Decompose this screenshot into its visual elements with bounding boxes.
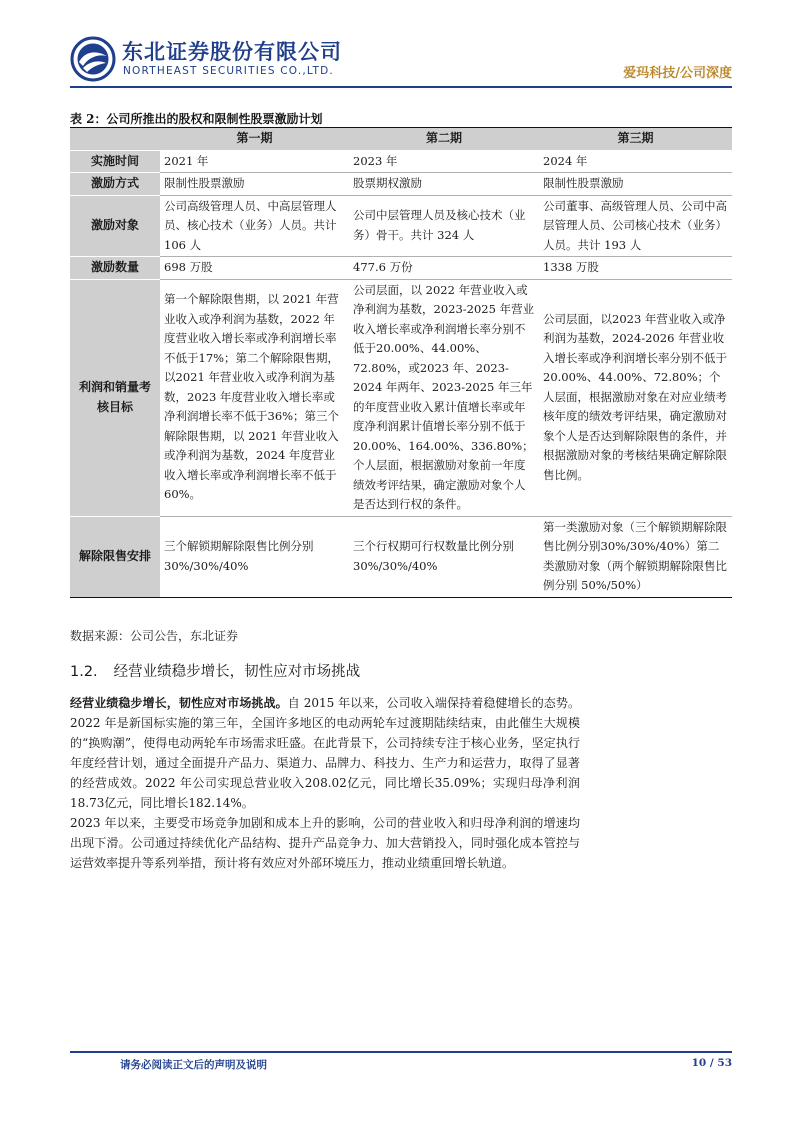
- page-header: [70, 34, 732, 84]
- northeast-securities-logo-icon: [70, 36, 116, 82]
- paragraph-lead: 经营业绩稳步增长，韧性应对市场挑战。: [70, 696, 288, 710]
- footer-disclaimer: 请务必阅读正文后的声明及说明: [120, 1059, 267, 1071]
- body-paragraphs: [70, 693, 580, 873]
- table-cell: 公司层面，以 2022 年营业收入或净利润为基数，2023-2025 年营业收入增长率或净利润增长率分别不低于20.00%、44.00%、72.80%，或2023 年、2023-2024 年两年、2023-2025 年三年的年度营业收入累计值增长率或年度净利润累计值增长率分别不低于 20.00%、164.00%、336.80%；个人层面，根据激励对象前一年度绩效考评结果，确定激励对象个人是否达到行权的条件。: [349, 279, 539, 516]
- table-header-phase-1: 第一期: [160, 128, 349, 151]
- row-label: 解除限售安排: [70, 516, 160, 597]
- table-cell: 第一类激励对象（三个解锁期解除限售比例分别30%/30%/40%）第二类激励对象（两个解锁期解除限售比例分别 50%/50%）: [539, 516, 732, 597]
- table-cell: 股票期权激励: [349, 173, 539, 196]
- footer-rule: [70, 1051, 732, 1053]
- table-cell: 2021 年: [160, 150, 349, 173]
- section-heading: [70, 660, 360, 681]
- table-cell: 公司董事、高级管理人员、公司中高层管理人员、公司核心技术（业务）人员。共计 193 人: [539, 195, 732, 257]
- table-header-phase-3: 第三期: [539, 128, 732, 151]
- table-header-corner: [70, 128, 160, 151]
- page-number: 10 / 53: [691, 1057, 732, 1069]
- row-label: 利润和销量考核目标: [70, 279, 160, 516]
- paragraph-1: 自 2015 年以来，公司收入端保持着稳健增长的态势。2022 年是新国标实施的第三年，全国许多地区的电动两轮车过渡期陆续结束，由此催生大规模的“换购潮”，使得电动两轮车市场需求旺盛。在此背景下，公司持续专注于核心业务，坚定执行年度经营计划，通过全面提升产品力、渠道力、品牌力、科技力、生产力和运营力，取得了显著的经营成效。2022 年公司实现总营业收入208.02亿元，同比增长35.09%；实现归母净利润18.73亿元，同比增长182.14%。: [70, 696, 580, 810]
- report-tag: 爱玛科技/公司深度: [623, 66, 732, 81]
- table-cell: 2024 年: [539, 150, 732, 173]
- row-label: 激励对象: [70, 195, 160, 257]
- table-header-phase-2: 第二期: [349, 128, 539, 151]
- table-cell: 477.6 万份: [349, 257, 539, 280]
- incentive-plan-table: [70, 127, 732, 598]
- table-cell: 限制性股票激励: [160, 173, 349, 196]
- table-cell: 限制性股票激励: [539, 173, 732, 196]
- row-label: 激励方式: [70, 173, 160, 196]
- row-label: 激励数量: [70, 257, 160, 280]
- table-cell: 公司中层管理人员及核心技术（业务）骨干。共计 324 人: [349, 195, 539, 257]
- table-row-implementation-time: [70, 150, 732, 173]
- table-row-incentive-quantity: [70, 257, 732, 280]
- header-rule: [70, 86, 732, 88]
- table-cell: 三个行权期可行权数量比例分别 30%/30%/40%: [349, 516, 539, 597]
- table-row-incentive-method: [70, 173, 732, 196]
- section-title: 经营业绩稳步增长，韧性应对市场挑战: [113, 664, 361, 680]
- table-cell: 2023 年: [349, 150, 539, 173]
- company-name-cn: 东北证券股份有限公司: [122, 40, 342, 64]
- table-row-performance-targets: [70, 279, 732, 516]
- table-cell: 公司高级管理人员、中高层管理人员、核心技术（业务）人员。共计 106 人: [160, 195, 349, 257]
- table-row-unlock-arrangement: [70, 516, 732, 597]
- table-caption: 表 2：公司所推出的股权和限制性股票激励计划: [70, 112, 323, 126]
- company-name-en: NORTHEAST SECURITIES CO.,LTD.: [123, 65, 334, 77]
- table-source: 数据来源：公司公告，东北证券: [70, 629, 239, 643]
- table-cell: 1338 万股: [539, 257, 732, 280]
- table-cell: 第一个解除限售期，以 2021 年营业收入或净利润为基数，2022 年度营业收入增长率或净利润增长率不低于17%；第二个解除限售期，以2021 年营业收入或净利润为基数，2023 年度营业收入增长率或净利润增长率不低于36%；第三个解除限售期，以 2021 年营业收入或净利润为基数，2024 年度营业收入增长率或净利润增长率不低于60%。: [160, 279, 349, 516]
- row-label: 实施时间: [70, 150, 160, 173]
- table-cell: 公司层面，以2023 年营业收入或净利润为基数，2024-2026 年营业收入增长率或净利润增长率分别不低于20.00%、44.00%、72.80%；个人层面，根据激励对象在对应业绩考核年度的绩效考评结果，确定激励对象个人是否达到解除限售的条件，并根据激励对象的考核结果确定解除限售比例。: [539, 279, 732, 516]
- table-row-incentive-targets: [70, 195, 732, 257]
- paragraph-2: 2023 年以来，主要受市场竞争加剧和成本上升的影响，公司的营业收入和归母净利润的增速均出现下滑。公司通过持续优化产品结构、提升产品竞争力、加大营销投入，同时强化成本管控与运营效率提升等系列举措，预计将有效应对外部环境压力，推动业绩重回增长轨道。: [70, 816, 580, 870]
- table-cell: 三个解锁期解除限售比例分别 30%/30%/40%: [160, 516, 349, 597]
- table-header-row: [70, 128, 732, 151]
- table-cell: 698 万股: [160, 257, 349, 280]
- section-number: 1.2.: [70, 664, 98, 680]
